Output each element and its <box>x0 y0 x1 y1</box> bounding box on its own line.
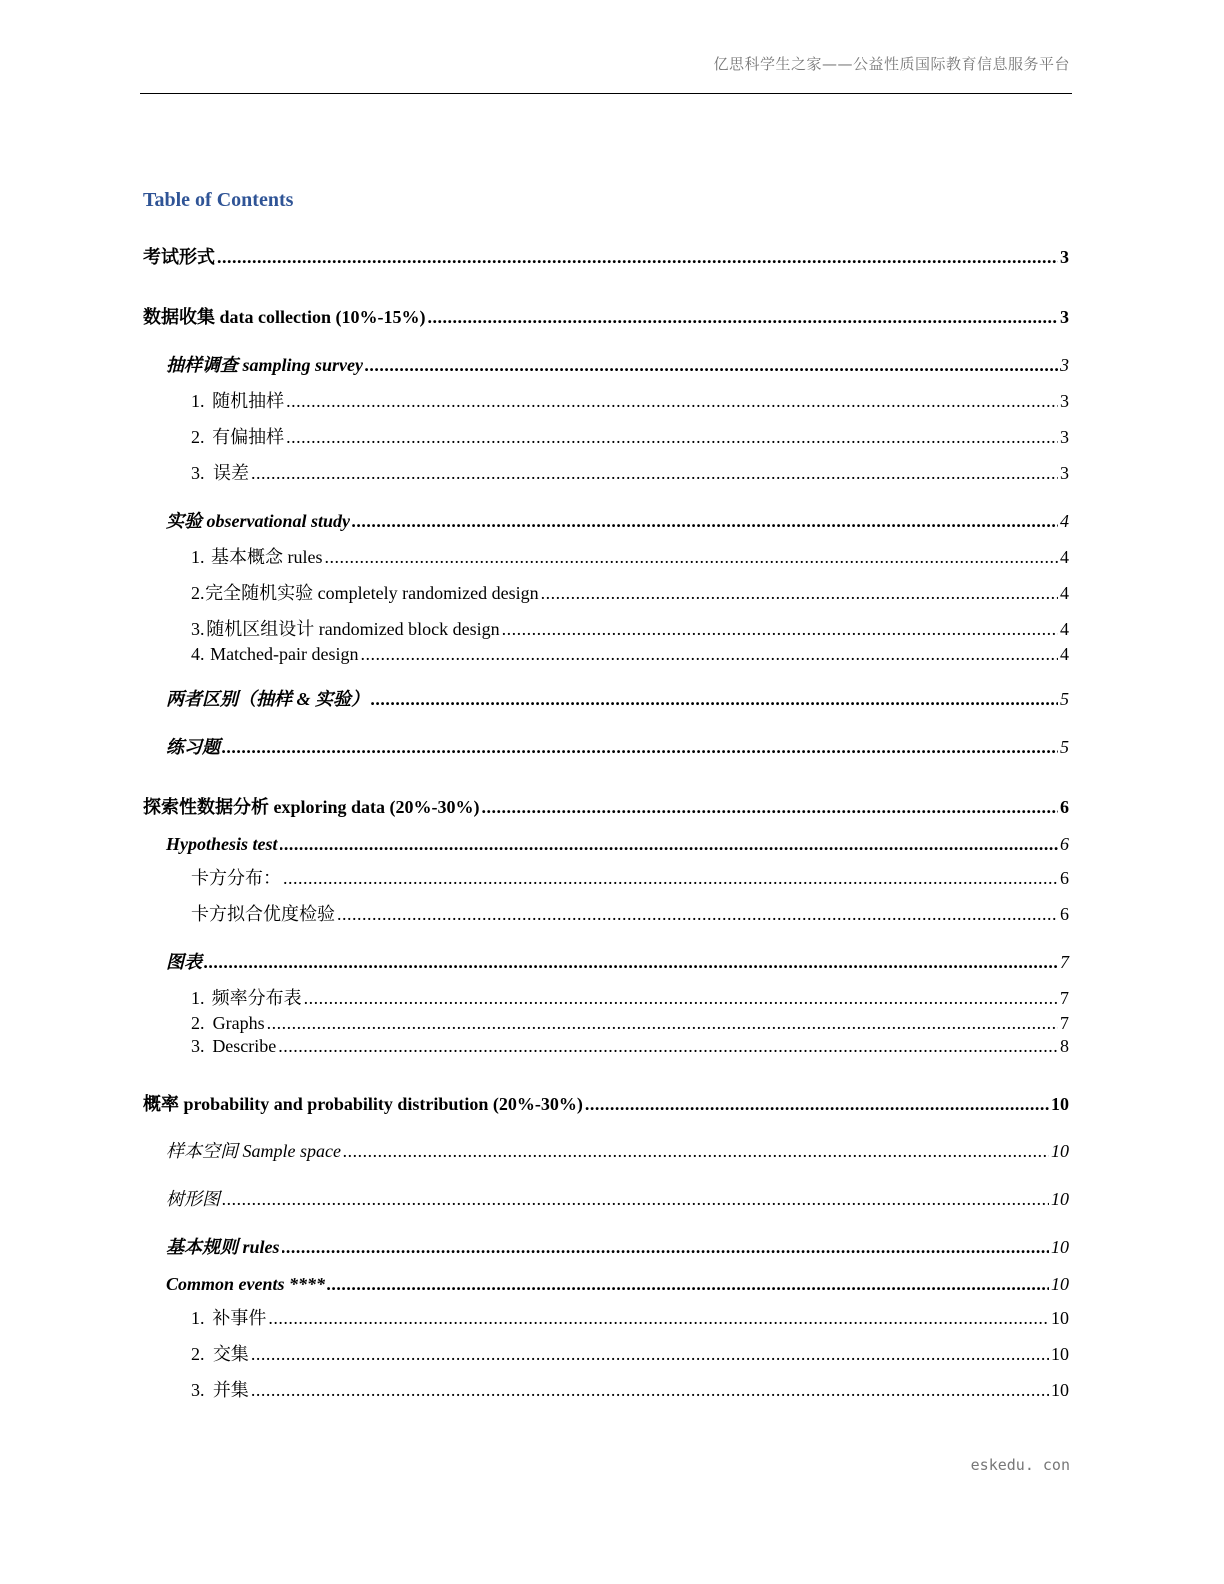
dot-leader <box>427 307 1058 328</box>
toc-entry[interactable] <box>191 864 1069 890</box>
toc-entry-label: 完全随机实验 completely randomized design <box>205 583 539 603</box>
dot-leader <box>222 1189 1049 1210</box>
toc-entry[interactable] <box>191 644 1069 665</box>
toc-entry-page: 7 <box>1060 988 1069 1008</box>
toc-entry-number: 3. <box>191 1036 205 1056</box>
dot-leader <box>278 1036 1058 1057</box>
toc-entry-label: 探索性数据分析 exploring data (20%-30%) <box>143 797 480 817</box>
toc-entry-number: 1. <box>191 391 205 411</box>
dot-leader <box>585 1094 1049 1115</box>
toc-entry[interactable] <box>166 1233 1069 1259</box>
toc-entry[interactable] <box>166 1185 1069 1211</box>
toc-entry-page: 6 <box>1060 904 1069 924</box>
toc-entry-label: 频率分布表 <box>211 988 302 1008</box>
toc-entry-page: 3 <box>1060 463 1069 483</box>
toc-entry-page: 3 <box>1060 247 1069 267</box>
toc-entry[interactable] <box>191 387 1069 413</box>
toc-entry-label: 样本空间 Sample space <box>166 1141 341 1161</box>
toc-entry-number: 2. <box>191 583 205 603</box>
toc-entry-label: 基本规则 rules <box>166 1237 280 1257</box>
toc-entry[interactable] <box>191 1340 1069 1366</box>
toc-entry-page: 5 <box>1060 689 1069 709</box>
dot-leader <box>337 904 1058 925</box>
toc-entry-label: 数据收集 data collection (10%-15%) <box>143 307 426 327</box>
toc-entry[interactable] <box>166 948 1069 974</box>
toc-entry[interactable] <box>166 507 1069 533</box>
toc-entry-label: 有偏抽样 <box>212 427 285 447</box>
toc-entry-number: 1. <box>191 1308 205 1328</box>
toc-entry-number: 2. <box>191 1013 205 1033</box>
toc-entry-page: 3 <box>1060 427 1069 447</box>
toc-entry-page: 4 <box>1060 619 1069 639</box>
dot-leader <box>325 547 1058 568</box>
toc-entry-label: 考试形式 <box>143 247 215 267</box>
dot-leader <box>283 868 1058 889</box>
toc-entry[interactable] <box>191 423 1069 449</box>
toc-entry-label: 树形图 <box>166 1189 220 1209</box>
toc-entry[interactable] <box>191 1013 1069 1034</box>
toc-entry[interactable] <box>191 900 1069 926</box>
page-footer-text: eskedu. con <box>970 1456 1070 1474</box>
toc-entry-number: 2. <box>191 1344 205 1364</box>
toc-entry-number: 2. <box>191 427 205 447</box>
toc-entry-number: 1. <box>191 547 205 567</box>
dot-leader <box>482 797 1059 818</box>
toc-entry[interactable] <box>166 834 1069 855</box>
toc-entry[interactable] <box>143 243 1069 269</box>
toc-entry[interactable] <box>191 1376 1069 1402</box>
toc-entry-label: 抽样调查 sampling survey <box>166 355 364 375</box>
toc-entry[interactable] <box>166 733 1069 759</box>
toc-entry-page: 7 <box>1060 1013 1069 1033</box>
toc-entry-page: 3 <box>1060 307 1069 327</box>
toc-entry-label: 随机区组设计 randomized block design <box>206 619 500 639</box>
toc-entry[interactable] <box>191 1304 1069 1330</box>
toc-entry-number: 3. <box>191 1380 205 1400</box>
toc-entry-page: 5 <box>1060 737 1069 757</box>
dot-leader <box>361 644 1058 665</box>
toc-entry-page: 10 <box>1051 1274 1069 1294</box>
dot-leader <box>268 1308 1049 1329</box>
toc-entry-page: 6 <box>1060 834 1069 854</box>
toc-entry-label: 卡方分布： <box>191 868 281 888</box>
toc-entry-page: 3 <box>1060 391 1069 411</box>
toc-entry-number: 1. <box>191 988 205 1008</box>
toc-entry-page: 10 <box>1051 1308 1069 1328</box>
toc-entry-label: 两者区别（抽样 & 实验） <box>166 689 369 709</box>
toc-entry-label: Matched-pair design <box>210 644 359 664</box>
toc-entry[interactable] <box>191 579 1069 605</box>
toc-entry-page: 7 <box>1060 952 1069 972</box>
toc-entry[interactable] <box>191 459 1069 485</box>
toc-entry-page: 10 <box>1051 1380 1069 1400</box>
toc-entry[interactable] <box>191 543 1069 569</box>
toc-entry[interactable] <box>143 303 1069 329</box>
dot-leader <box>352 511 1058 532</box>
toc-entry-label: 概率 probability and probability distribution (20%-30%) <box>143 1094 583 1114</box>
toc-entry-label: 实验 observational study <box>166 511 351 531</box>
toc-entry-label: 图表 <box>166 952 202 972</box>
toc-entry-label: Hypothesis test <box>166 834 278 854</box>
toc-entry-page: 4 <box>1060 547 1069 567</box>
dot-leader <box>541 583 1058 604</box>
dot-leader <box>251 1380 1049 1401</box>
toc-entry-label: Describe <box>212 1036 277 1056</box>
toc-entry-label: 补事件 <box>212 1308 267 1328</box>
toc-entry[interactable] <box>166 1137 1069 1163</box>
dot-leader <box>251 463 1058 484</box>
toc-entry-number: 3. <box>191 619 205 639</box>
toc-entry-page: 4 <box>1060 583 1069 603</box>
toc-entry-page: 6 <box>1060 797 1069 817</box>
dot-leader <box>371 689 1058 710</box>
toc-entry-number: 3. <box>191 463 205 483</box>
toc-entry[interactable] <box>191 615 1069 641</box>
toc-entry[interactable] <box>143 793 1069 819</box>
toc-entry-page: 10 <box>1051 1141 1069 1161</box>
toc-entry[interactable] <box>166 685 1069 711</box>
toc-entry-label: 交集 <box>212 1344 249 1364</box>
page-header-text: 亿思科学生之家——公益性质国际教育信息服务平台 <box>713 55 1070 73</box>
toc-entry-label: 随机抽样 <box>212 391 285 411</box>
toc-entry-page: 10 <box>1051 1189 1069 1209</box>
header-divider <box>140 93 1072 94</box>
dot-leader <box>286 427 1058 448</box>
toc-entry[interactable] <box>191 1036 1069 1057</box>
dot-leader <box>217 247 1058 268</box>
dot-leader <box>251 1344 1049 1365</box>
toc-entry-page: 4 <box>1060 511 1069 531</box>
toc-entry-label: 卡方拟合优度检验 <box>191 904 335 924</box>
toc-entry-label: 基本概念 rules <box>211 547 323 567</box>
toc-entry-number: 4. <box>191 644 205 664</box>
toc-entry-page: 4 <box>1060 644 1069 664</box>
dot-leader <box>286 391 1058 412</box>
toc-entry[interactable] <box>166 1274 1069 1295</box>
toc-entry-label: 练习题 <box>166 737 220 757</box>
dot-leader <box>327 1274 1049 1295</box>
dot-leader <box>267 1013 1058 1034</box>
toc-entry-label: Graphs <box>212 1013 265 1033</box>
toc-entry[interactable] <box>143 1090 1069 1116</box>
toc-entry-page: 10 <box>1051 1094 1069 1114</box>
toc-entry-page: 10 <box>1051 1344 1069 1364</box>
dot-leader <box>282 1237 1049 1258</box>
toc-entry-page: 3 <box>1060 355 1069 375</box>
dot-leader <box>343 1141 1049 1162</box>
dot-leader <box>222 737 1058 758</box>
toc-entry-label: Common events **** <box>166 1274 326 1294</box>
dot-leader <box>280 834 1059 855</box>
dot-leader <box>365 355 1058 376</box>
dot-leader <box>304 988 1058 1009</box>
toc-entry[interactable] <box>191 984 1069 1010</box>
toc-entry-label: 并集 <box>212 1380 249 1400</box>
dot-leader <box>204 952 1058 973</box>
toc-entry[interactable] <box>166 351 1069 377</box>
toc-entry-page: 8 <box>1060 1036 1069 1056</box>
toc-entry-label: 误差 <box>213 463 250 483</box>
toc-entry-page: 10 <box>1051 1237 1069 1257</box>
dot-leader <box>502 619 1058 640</box>
toc-entry-page: 6 <box>1060 868 1069 888</box>
toc-title: Table of Contents <box>143 189 294 211</box>
